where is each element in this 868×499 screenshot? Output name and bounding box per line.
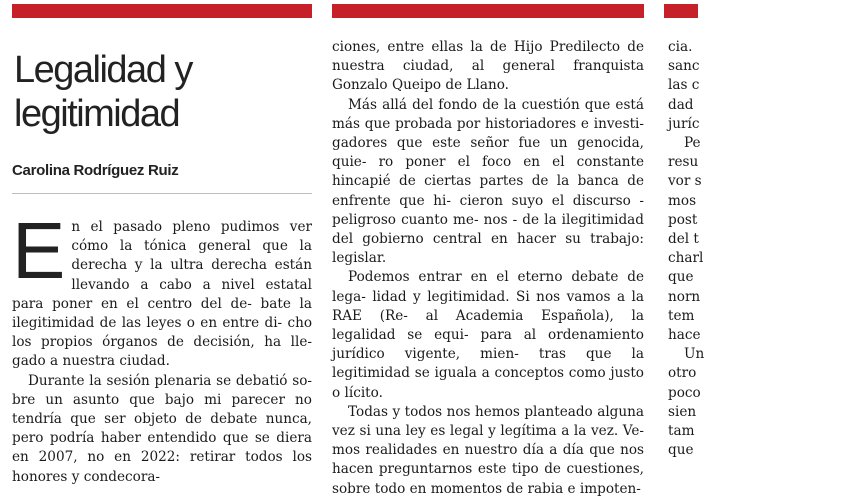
- text-line: estatal para poner en el centro del de-: [12, 276, 312, 312]
- text-line: hacen preguntarnos este tipo de cuestiones,: [332, 461, 644, 478]
- text-line: ciones, entre ellas la de Hijo Predilecto de: [332, 39, 644, 55]
- text-line: más que probada por historiadores e investi-: [332, 115, 644, 132]
- text-line: mos realidades en nuestro día a día que nos: [332, 442, 644, 459]
- text-line: mos: [668, 192, 697, 209]
- text-line: tam: [668, 423, 695, 440]
- text-line: lidad y legitimidad. Si nos vamos a la RAE (Re-: [332, 288, 645, 324]
- paragraph-2: [12, 372, 312, 487]
- drop-cap: E: [12, 206, 66, 295]
- section-bar-left: [12, 4, 312, 18]
- text-line: charl: [668, 250, 704, 267]
- text-line: otro: [668, 365, 697, 382]
- text-line: derecha están llevando a cabo a nivel: [71, 257, 312, 293]
- text-line: tónica general que la derecha y la ultra: [71, 238, 312, 274]
- paragraph-5: [332, 268, 644, 402]
- text-line: al Academia Española), la legalidad se equi-: [332, 307, 644, 344]
- text-line: sien: [668, 403, 697, 420]
- text-line: bate la ilegitimidad de las leyes o en entre di-: [12, 295, 312, 332]
- text-line: del t: [668, 231, 699, 248]
- text-line: vez si una ley es legal y legítima a la vez. Ve-: [332, 423, 644, 440]
- text-line: resu: [668, 154, 699, 171]
- text-line: Un: [684, 346, 705, 363]
- text-line: poco: [668, 384, 701, 401]
- text-line: norn: [668, 288, 701, 305]
- text-line: haber entendido que se diera en 2007, no en: [12, 430, 312, 466]
- text-line: hacer su trabajo: legislar.: [332, 231, 644, 267]
- text-line: como justo o lícito.: [332, 365, 644, 401]
- text-line: ro poner el foco en el constante hincapié de: [332, 154, 644, 190]
- headline-line-1: Legalidad y: [14, 49, 192, 91]
- text-line: cieron suyo el discurso - peligroso cuanto me-: [332, 192, 644, 228]
- text-line: cho los propios órganos de decisión, ha lle-: [12, 315, 313, 351]
- text-line: ciertas partes de la banca de enfrente que hi-: [332, 173, 644, 209]
- text-line: nuestra ciudad, al general franquista Gonzalo: [332, 58, 644, 94]
- article-column-3-clipped: [668, 38, 868, 460]
- article-column-1: [12, 206, 313, 487]
- text-line: tras que la legitimidad se iguala a conceptos: [332, 346, 645, 382]
- text-line: dad: [668, 96, 694, 113]
- text-line: post: [668, 211, 698, 228]
- article-column-2: [332, 38, 644, 499]
- paragraph-1: [12, 206, 313, 372]
- text-line: bre un asunto que bajo mi parecer no tendría: [12, 391, 312, 428]
- headline-line-2: legitimidad: [14, 93, 180, 135]
- text-line: cia.: [668, 39, 693, 55]
- text-line: Podemos entrar en el eterno debate de lega-: [332, 269, 644, 305]
- text-line: 2022: retirar todos los honores y condecora-: [12, 449, 312, 485]
- text-line: Más allá del fondo de la cuestión que está: [348, 96, 644, 113]
- text-line: Todas y todos nos hemos planteado alguna: [348, 403, 644, 420]
- text-line: n el pasado pleno pudimos ver cómo la: [71, 219, 312, 255]
- article-headline: [14, 48, 314, 136]
- paragraph-6: [332, 403, 644, 499]
- text-line: nos - de la ilegitimidad del gobierno central en: [332, 211, 644, 248]
- text-line: sanc: [668, 58, 700, 75]
- text-line: juríc: [668, 115, 700, 132]
- text-line: que: [668, 442, 694, 459]
- text-line: Pe: [684, 135, 701, 152]
- section-bar-right: [664, 4, 698, 18]
- text-line: gado a nuestra ciudad.: [12, 353, 170, 370]
- byline-divider: [12, 193, 312, 194]
- section-bar-middle: [332, 4, 644, 18]
- paragraph-4: [332, 96, 644, 269]
- text-line: tem: [668, 307, 695, 324]
- text-line: sobre todo en momentos de rabia e impoten-: [332, 480, 641, 497]
- text-line: para al ordenamiento jurídico vigente, mien-: [332, 327, 644, 363]
- text-line: que: [668, 269, 694, 286]
- text-line: vor s: [668, 173, 702, 190]
- text-line: hace: [668, 327, 701, 344]
- text-line: que ser objeto de debate nunca, pero podría: [12, 411, 312, 447]
- text-line: Durante la sesión plenaria se debatió so-: [28, 372, 312, 389]
- text-line: las c: [668, 77, 700, 94]
- paragraph-3: [332, 38, 644, 96]
- text-line: gadores que este señor fue un genocida, quie-: [332, 135, 644, 171]
- text-line: Queipo de Llano.: [391, 77, 510, 94]
- author-byline: Carolina Rodríguez Ruiz: [12, 162, 179, 179]
